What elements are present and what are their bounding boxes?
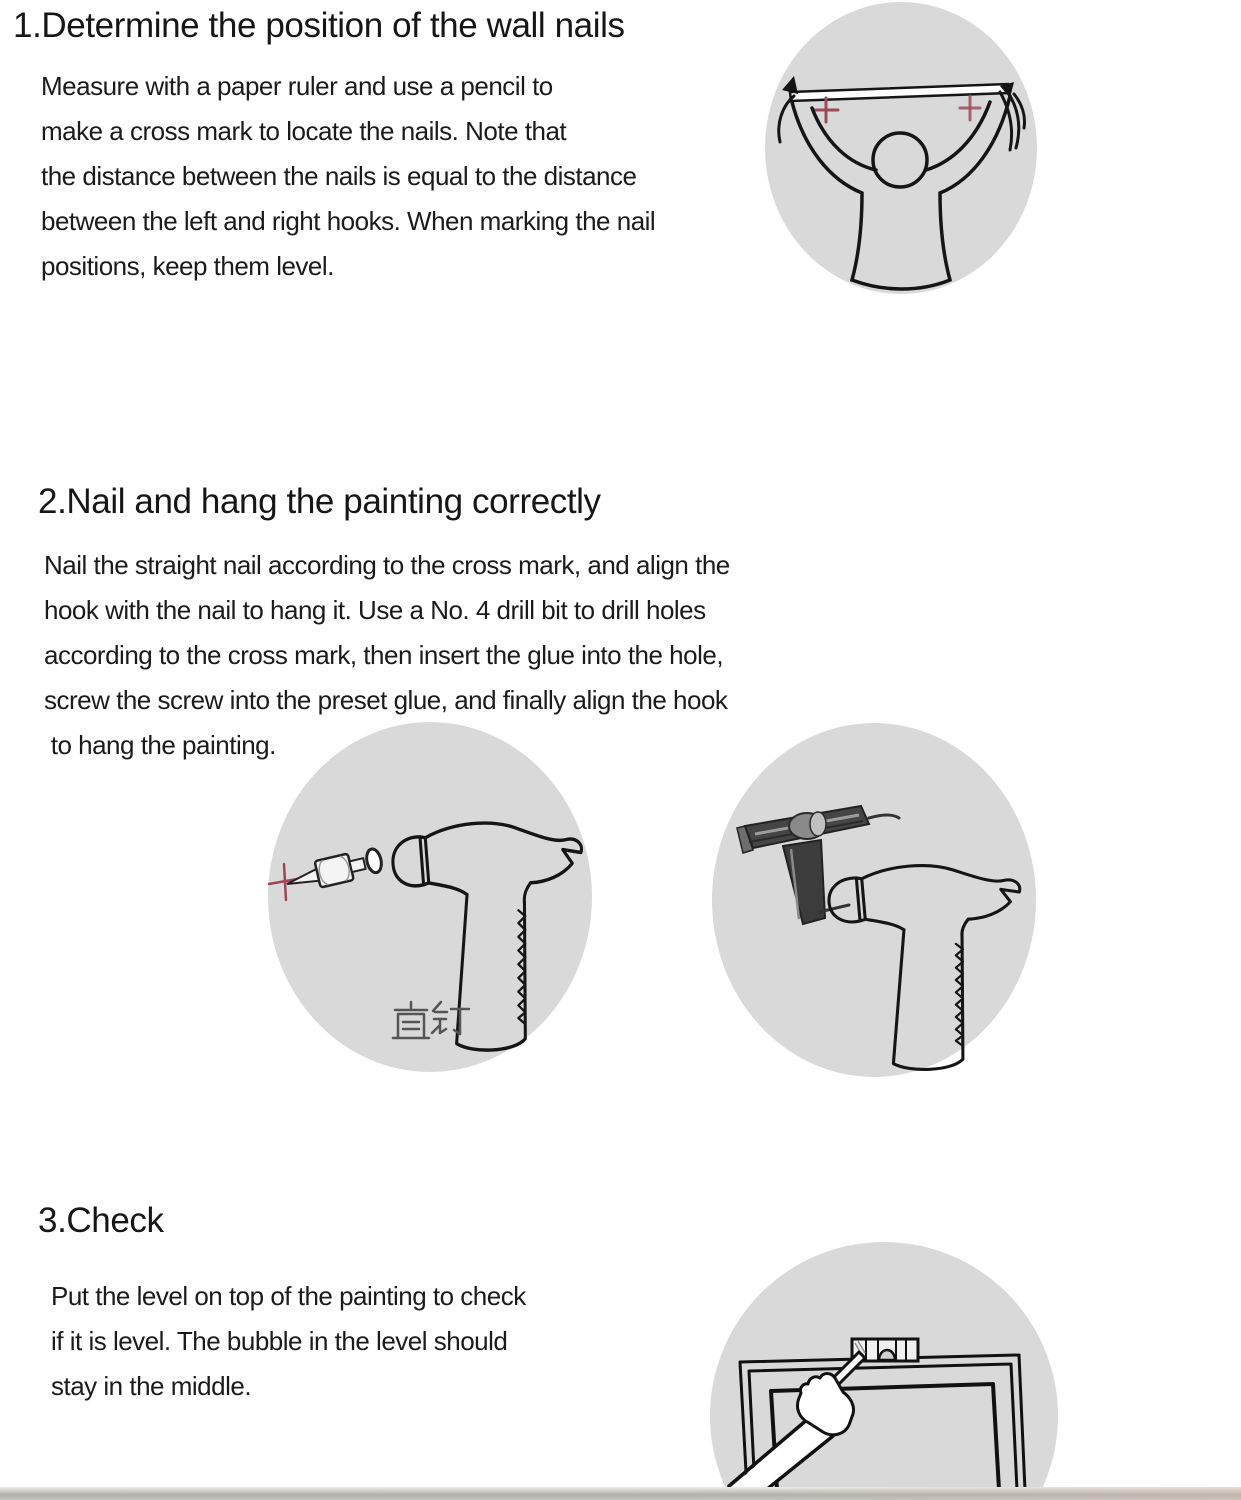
body-line: Nail the straight nail according to the cross mark, and align the (44, 550, 730, 580)
section-3-heading: 3.Check (38, 1201, 164, 1240)
body-line: make a cross mark to locate the nails. Note that (41, 116, 567, 146)
body-line: stay in the middle. (51, 1371, 252, 1401)
person-holding-ruler-overhead-icon (764, 2, 1038, 295)
body-line: according to the cross mark, then insert the glue into the hole, (44, 640, 724, 670)
wall-hook-and-hammer-icon (711, 722, 1037, 1078)
section-1-heading: 1.Determine the position of the wall nails (13, 6, 625, 45)
section-2-heading: 2.Nail and hang the painting correctly (38, 482, 601, 521)
body-line: screw the screw into the preset glue, and finally align the hook (44, 685, 728, 715)
body-line: if it is level. The bubble in the level should (51, 1326, 508, 1356)
illustration-circle (765, 2, 1037, 294)
body-line: Put the level on top of the painting to check (51, 1281, 526, 1311)
body-line: the distance between the nails is equal to the distance (41, 161, 637, 191)
body-line: positions, keep them level. (41, 251, 334, 281)
body-line: hook with the nail to hang it. Use a No. 4 drill bit to drill holes (44, 595, 706, 625)
body-line: Measure with a paper ruler and use a pencil to (41, 71, 553, 101)
section-3-body (51, 1274, 526, 1409)
spirit-level-on-frame-icon (707, 1242, 1061, 1490)
straight-nail-and-hammer-icon (267, 721, 593, 1073)
body-line: between the left and right hooks. When marking the nail (41, 206, 656, 236)
illustration-circle (712, 723, 1036, 1077)
section-1-body (41, 64, 655, 289)
bottom-divider (0, 1487, 1241, 1500)
body-line: to hang the painting. (44, 730, 276, 760)
